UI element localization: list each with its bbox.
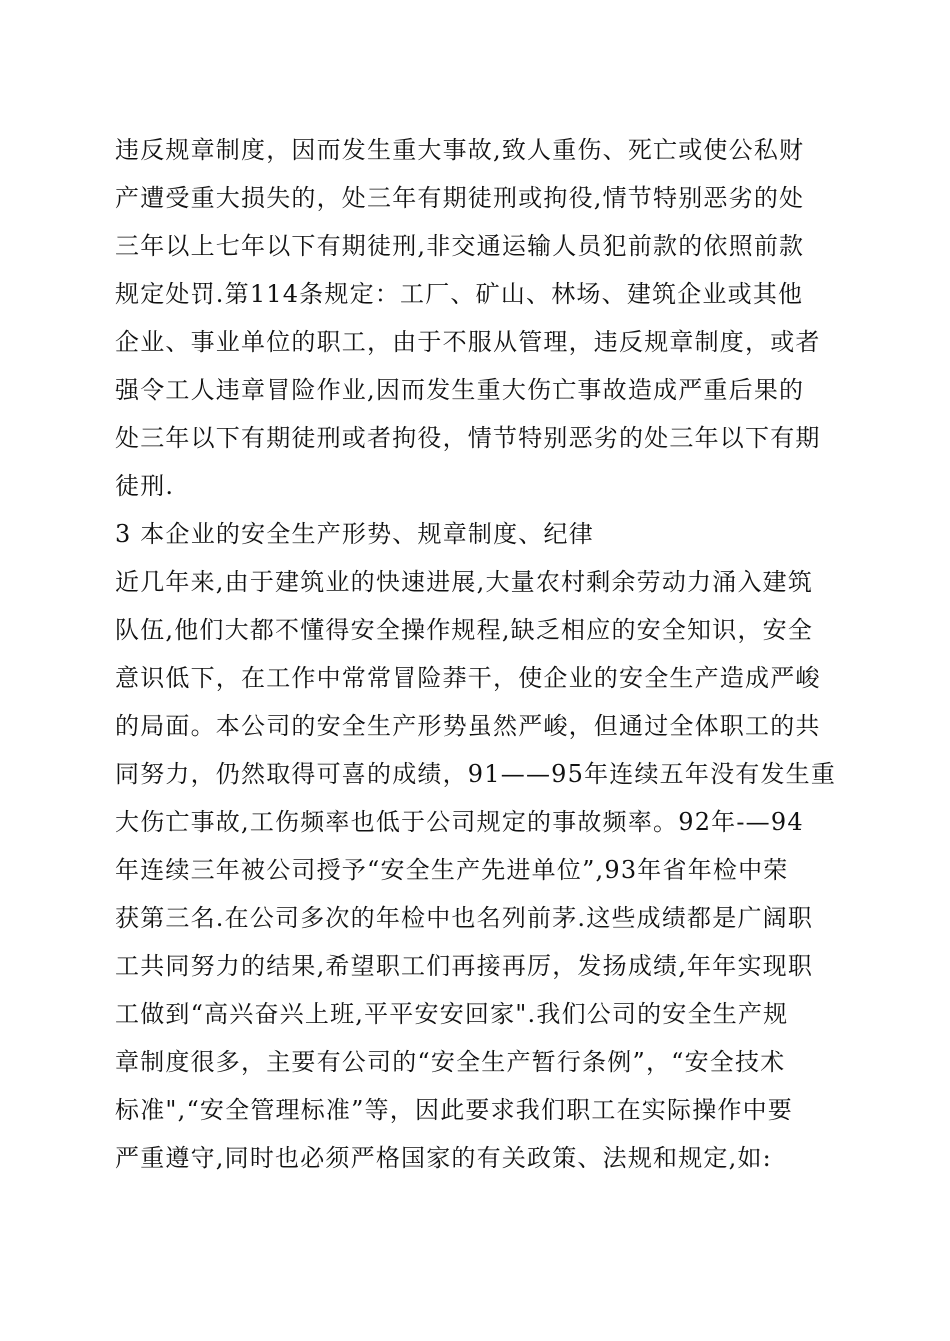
text-line-8: 徒刑. [115, 472, 175, 500]
text-line-19: 工做到“高兴奋兴上班,平平安安回家".我们公司的安全生产规 [115, 1000, 789, 1028]
text-line-10: 近几年来,由于建筑业的快速进展,大量农村剩余劳动力涌入建筑 [115, 568, 814, 596]
document-page [115, 126, 835, 1182]
text-line-3: 三年以上七年以下有期徒刑,非交通运输人员犯前款的依照前款 [115, 232, 805, 260]
text-line-17: 获第三名.在公司多次的年检中也名列前茅.这些成绩都是广阔职 [115, 904, 814, 932]
text-line-6: 强令工人违章冒险作业,因而发生重大伤亡事故造成严重后果的 [115, 376, 805, 404]
text-line-12: 意识低下，在工作中常常冒险莽干，使企业的安全生产造成严峻 [115, 664, 821, 692]
text-line-22: 严重遵守,同时也必须严格国家的有关政策、法规和规定,如: [115, 1144, 772, 1172]
text-line-4: 规定处罚.第114条规定：工厂、矿山、林场、建筑企业或其他 [115, 280, 804, 308]
text-line-1: 违反规章制度，因而发生重大事故,致人重伤、死亡或使公私财 [115, 136, 805, 164]
text-line-14: 同努力，仍然取得可喜的成绩，91——95年连续五年没有发生重 [115, 760, 837, 788]
text-line-21: 标准",“安全管理标准”等，因此要求我们职工在实际操作中要 [115, 1096, 794, 1124]
text-line-16: 年连续三年被公司授予“安全生产先进单位”,93年省年检中荣 [115, 856, 789, 884]
text-line-20: 章制度很多，主要有公司的“安全生产暂行条例”，“安全技术 [115, 1048, 786, 1076]
text-line-13: 的局面。本公司的安全生产形势虽然严峻，但通过全体职工的共 [115, 712, 821, 740]
text-line-2: 产遭受重大损失的，处三年有期徒刑或拘役,情节特别恶劣的处 [115, 184, 805, 212]
text-line-18: 工共同努力的结果,希望职工们再接再厉，发扬成绩,年年实现职 [115, 952, 814, 980]
section-heading: 3 本企业的安全生产形势、规章制度、纪律 [115, 520, 594, 548]
text-line-15: 大伤亡事故,工伤频率也低于公司规定的事故频率。92年-—94 [115, 808, 804, 836]
text-line-7: 处三年以下有期徒刑或者拘役，情节特别恶劣的处三年以下有期 [115, 424, 821, 452]
text-line-11: 队伍,他们大都不懂得安全操作规程,缺乏相应的安全知识，安全 [115, 616, 814, 644]
text-line-5: 企业、事业单位的职工，由于不服从管理，违反规章制度，或者 [115, 328, 821, 356]
